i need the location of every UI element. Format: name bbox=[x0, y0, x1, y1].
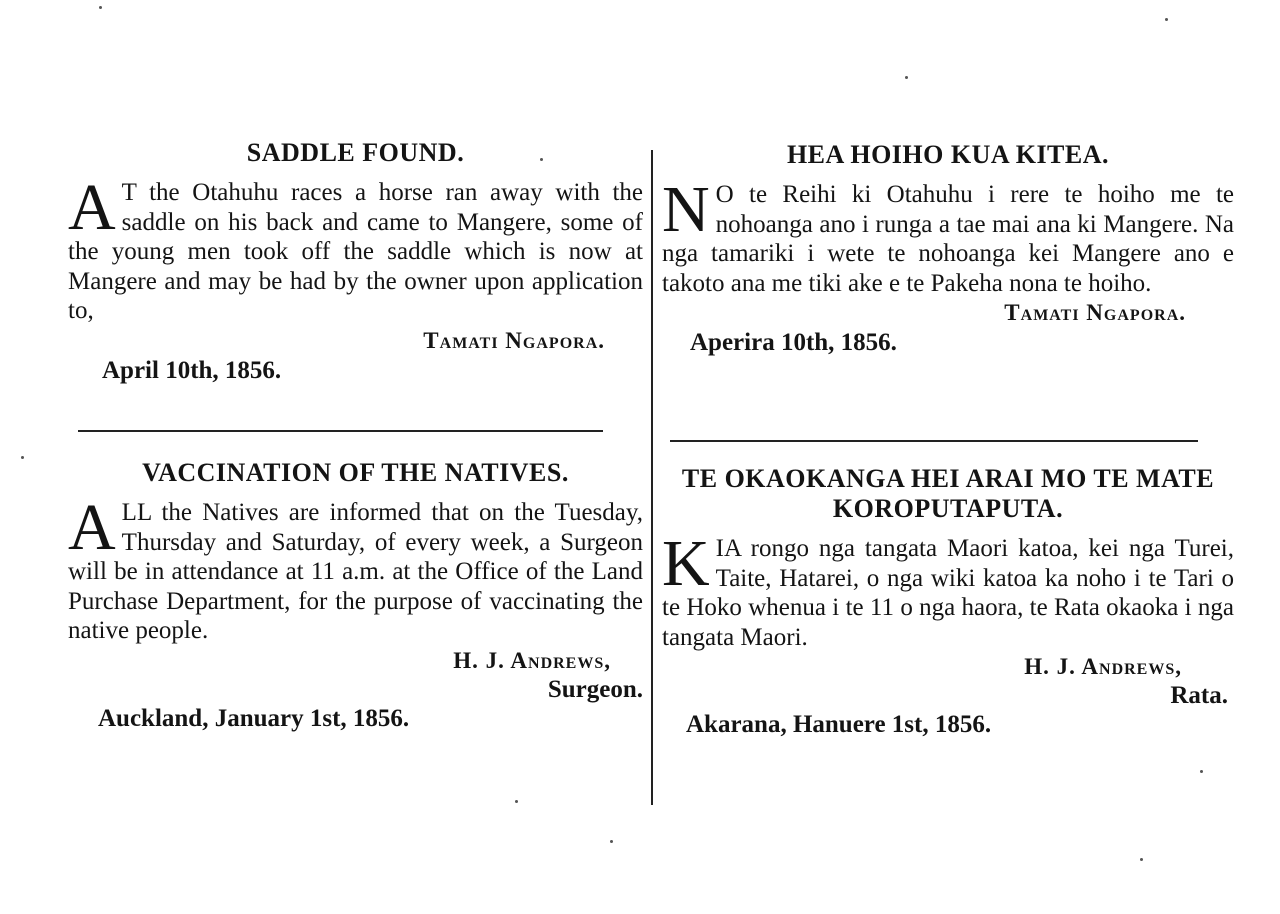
drop-cap: A bbox=[68, 491, 116, 564]
scan-speck bbox=[905, 76, 908, 79]
notice-saddle-found bbox=[68, 138, 643, 386]
signature: Tamati Ngapora. bbox=[423, 327, 605, 353]
notice-okaokanga bbox=[662, 464, 1234, 740]
signatory-role: Surgeon. bbox=[547, 675, 643, 703]
notice-body bbox=[662, 173, 1234, 298]
notice-text: T the Otahuhu races a horse ran away with the saddle on his back and came to Mangere, some of the young men took off the saddle which is now at Mangere and may be had by the owner upon application to, bbox=[68, 179, 643, 324]
notice-body bbox=[662, 527, 1234, 652]
scan-speck bbox=[99, 6, 102, 9]
notice-text: IA rongo nga tangata Maori katoa, kei nga Turei, Taite, Hatarei, o nga wiki katoa ka noho i te Tari o te Hoko whenua i te 11 o nga haora, te Rata okaoka i nga tangata Maori. bbox=[662, 535, 1234, 651]
scan-speck bbox=[21, 456, 24, 459]
signatory-role: Rata. bbox=[1170, 682, 1228, 709]
scan-speck bbox=[1200, 770, 1203, 773]
notice-text: LL the Natives are informed that on the Tuesday, Thursday and Saturday, of every week, a Surgeon will be in attendance at 11 a.m. at the Office of the Land Purchase Department, for the purpose of vaccinating the native people. bbox=[68, 499, 643, 644]
section-rule bbox=[670, 440, 1198, 442]
drop-cap: A bbox=[68, 171, 116, 244]
notice-body bbox=[68, 491, 643, 646]
column-divider bbox=[651, 150, 653, 805]
scan-speck bbox=[515, 800, 518, 803]
notice-heading: TE OKAOKANGA HEI ARAI MO TE MATE KOROPUTAPUTA. bbox=[681, 464, 1215, 523]
scan-speck bbox=[610, 840, 613, 843]
dateline: April 10th, 1856. bbox=[102, 356, 282, 384]
dateline: Aperira 10th, 1856. bbox=[690, 329, 897, 356]
notice-text: O te Reihi ki Otahuhu i rere te hoiho me te nohoanga ano i runga a tae mai ana ki Mangere. Na nga tamariki i wete te nohoanga kei Mangere ano e takoto ana me tiki ake e te Pakeha nona te hoiho. bbox=[662, 181, 1234, 297]
notice-body bbox=[68, 171, 643, 326]
notice-vaccination bbox=[68, 458, 643, 734]
notice-heading: SADDLE FOUND. bbox=[246, 138, 465, 167]
section-rule bbox=[78, 430, 603, 432]
signature: Tamati Ngapora. bbox=[1004, 300, 1186, 325]
drop-cap: N bbox=[662, 173, 710, 246]
signature: H. J. Andrews, bbox=[1024, 654, 1182, 679]
signature: H. J. Andrews, bbox=[453, 647, 611, 673]
scan-speck bbox=[1140, 858, 1143, 861]
notice-heading: HEA HOIHO KUA KITEA. bbox=[786, 140, 1110, 169]
notice-hea-hoiho bbox=[662, 140, 1234, 358]
drop-cap: K bbox=[662, 527, 710, 600]
scan-speck bbox=[1165, 18, 1168, 21]
notice-heading: VACCINATION OF THE NATIVES. bbox=[142, 458, 569, 487]
dateline: Auckland, January 1st, 1856. bbox=[98, 704, 410, 732]
dateline: Akarana, Hanuere 1st, 1856. bbox=[686, 711, 992, 738]
scan-speck bbox=[540, 158, 543, 161]
